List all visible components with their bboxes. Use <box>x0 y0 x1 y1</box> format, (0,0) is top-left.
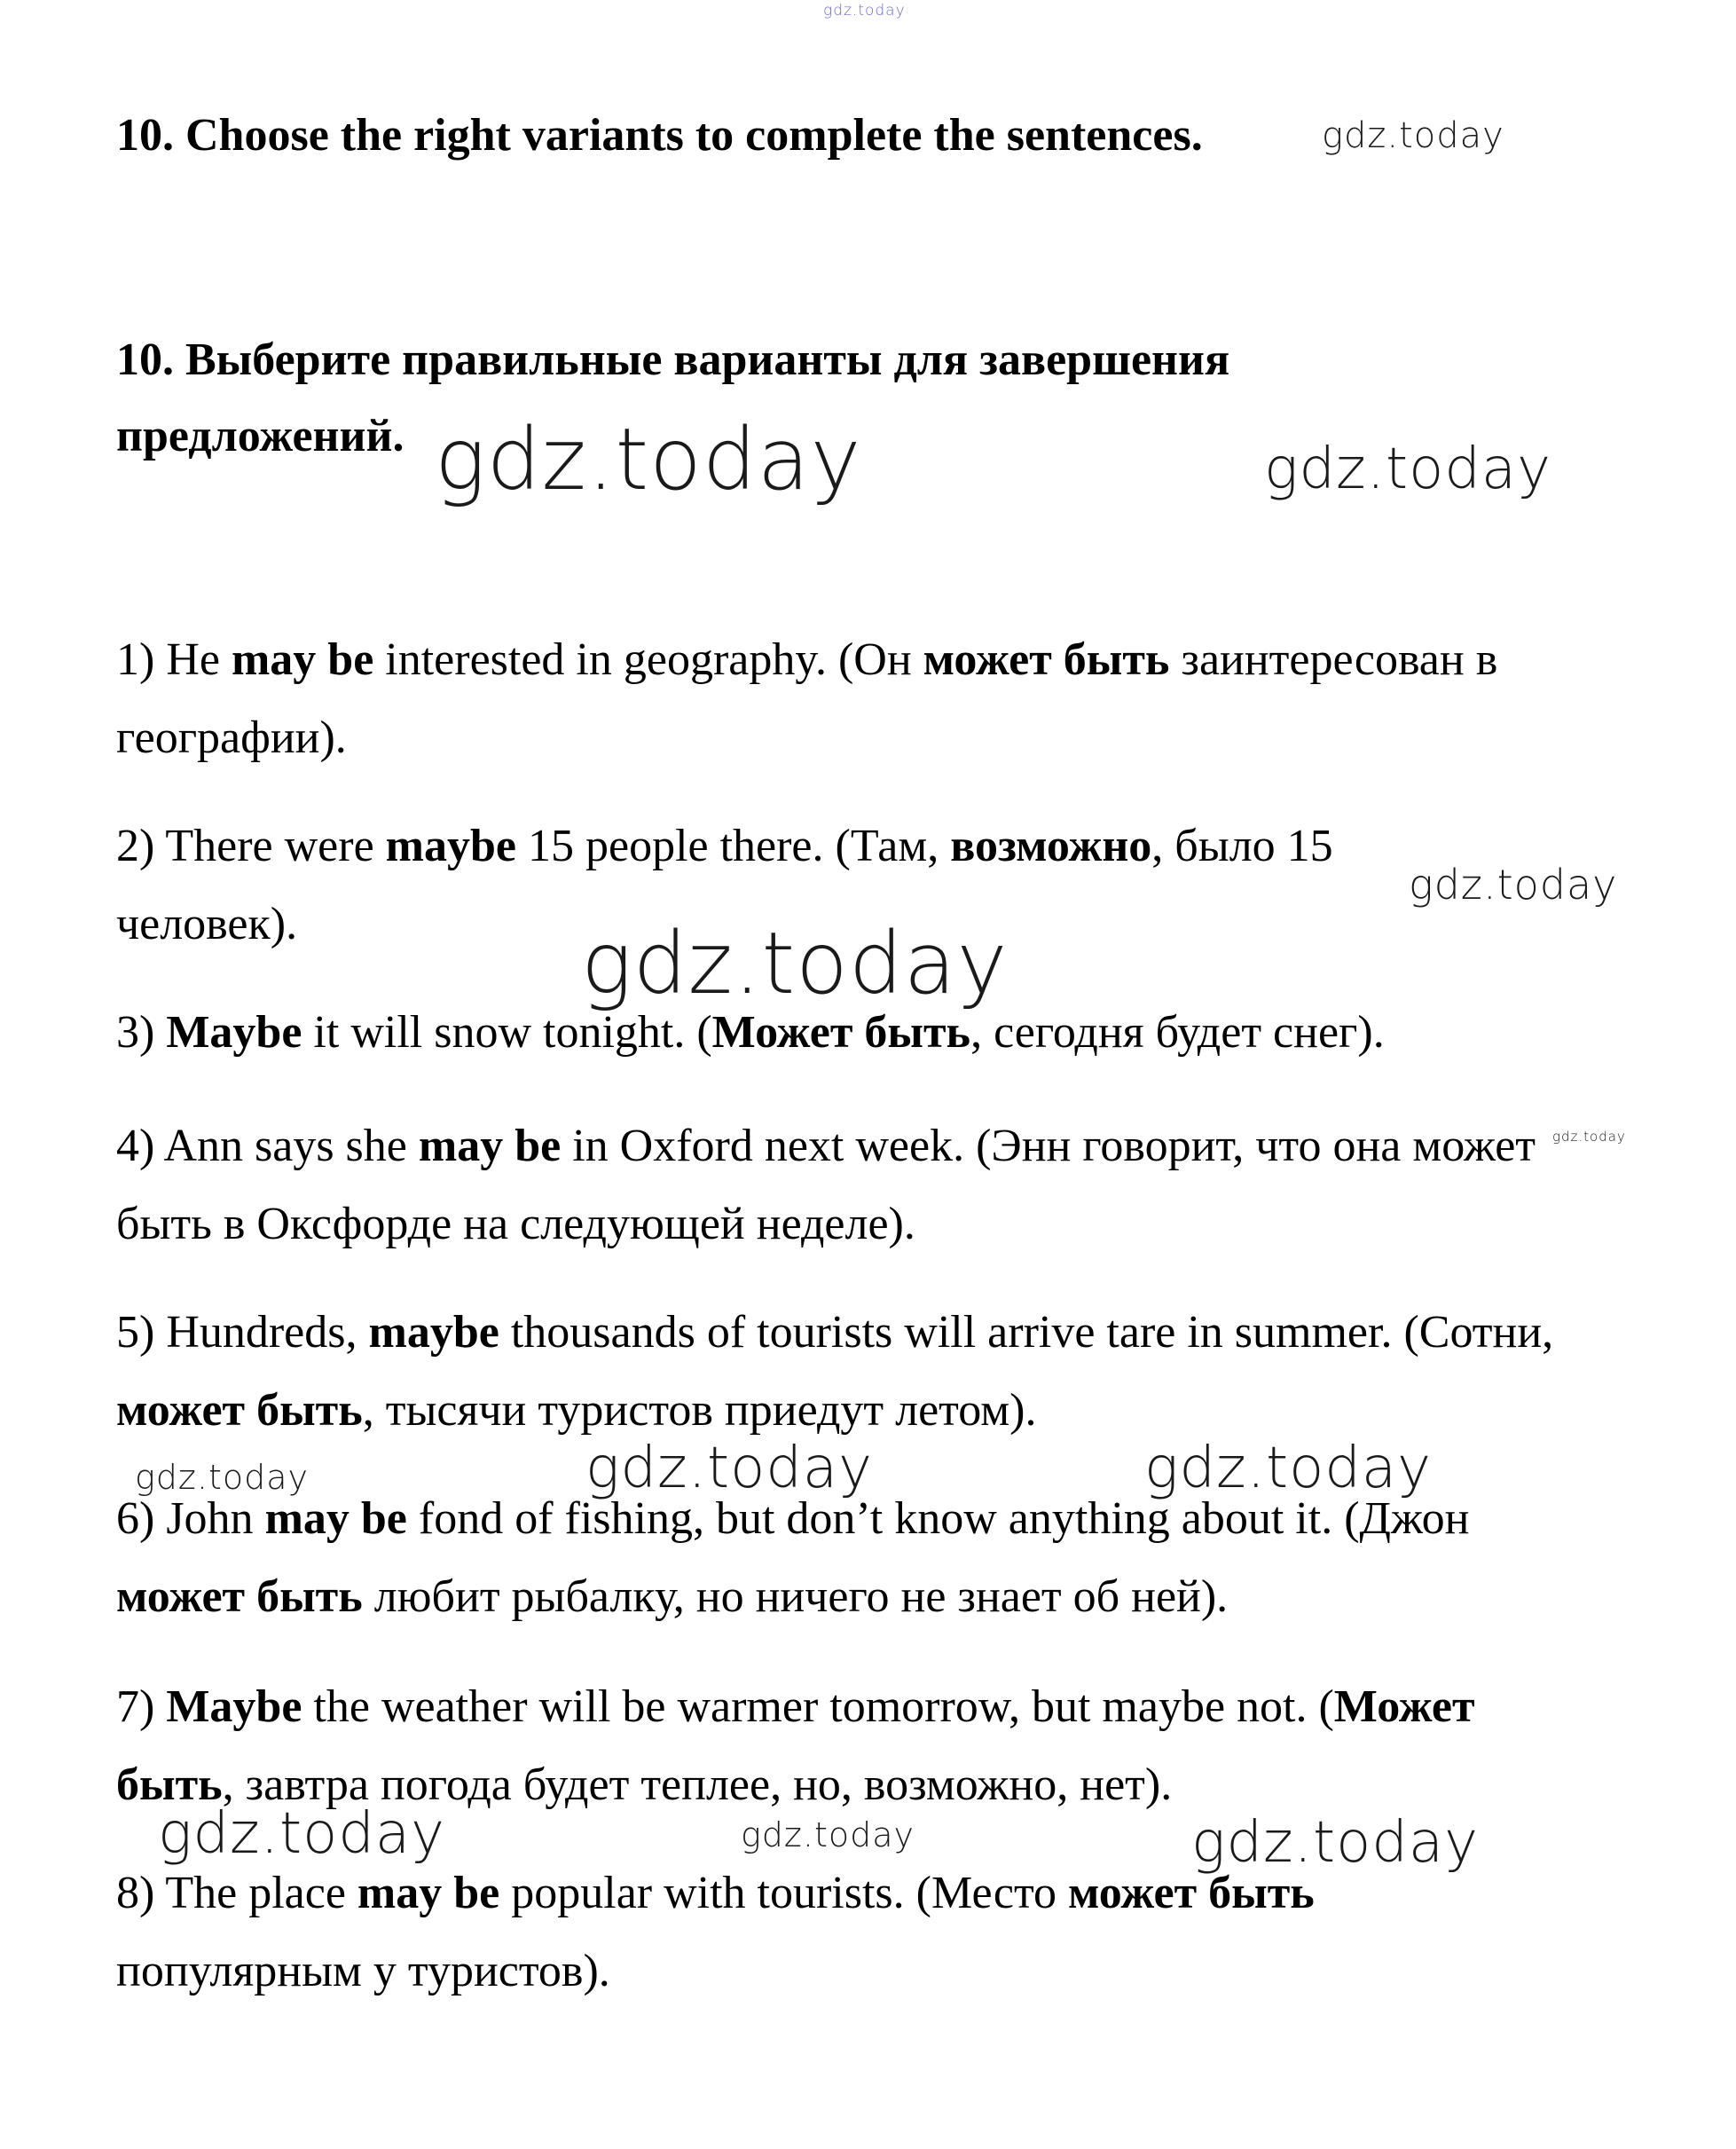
watermark: gdz.today <box>1409 861 1618 909</box>
sentence-text: , завтра погода будет теплее, но, возможно, нет). <box>222 1759 1173 1810</box>
sentence-item <box>116 1107 1580 1263</box>
sentence-item <box>116 1480 1553 1636</box>
bold-phrase: может быть <box>116 1385 363 1436</box>
watermark: gdz.today <box>1322 115 1504 156</box>
sentence-item <box>116 1294 1562 1450</box>
sentence-text: fond of fishing, but don’t know anything about it. (Джон <box>406 1493 1470 1544</box>
sentence-text: it will snow tonight. ( <box>302 1007 712 1058</box>
sentence-text: popular with tourists. (Место <box>499 1868 1069 1918</box>
watermark: gdz.today <box>1144 1436 1432 1501</box>
watermark: gdz.today <box>823 2 906 20</box>
bold-phrase: Maybe <box>166 1681 302 1732</box>
sentence-text: 4) Ann says she <box>116 1121 419 1171</box>
sentence-text: 8) The place <box>116 1868 357 1918</box>
bold-phrase: Может быть <box>711 1007 971 1058</box>
sentence-text: 1) He <box>116 634 232 685</box>
watermark: gdz.today <box>581 914 1009 1013</box>
sentence-text: заинтересован в географии). <box>116 634 1498 763</box>
bold-phrase: Maybe <box>166 1007 302 1058</box>
sentence-text: 15 people there. (Там, <box>515 821 951 871</box>
bold-phrase: maybe <box>368 1307 499 1358</box>
bold-phrase: возможно <box>950 821 1152 871</box>
sentence-item <box>116 621 1642 777</box>
sentence-item <box>116 1668 1571 1824</box>
bold-phrase: may be <box>418 1121 562 1171</box>
sentence-text: любит рыбалку, но ничего не знает об ней). <box>362 1571 1229 1622</box>
watermark: gdz.today <box>585 1436 873 1501</box>
watermark: gdz.today <box>158 1801 445 1867</box>
heading-russian: 10. Выберите правильные варианты для завершения предложений. <box>116 335 1230 461</box>
watermark: gdz.today <box>135 1458 309 1497</box>
sentence-item <box>116 1854 1358 2011</box>
sentence-text: the weather will be warmer tomorrow, but maybe not. ( <box>302 1681 1334 1732</box>
bold-phrase: may be <box>357 1868 500 1918</box>
sentence-text: 2) There were <box>116 821 386 871</box>
sentence-text: thousands of tourists will arrive tare in summer. (Сотни, <box>499 1307 1554 1358</box>
sentence-item <box>116 994 1677 1072</box>
watermark: gdz.today <box>1552 1129 1626 1145</box>
bold-phrase: может быть <box>116 1571 363 1622</box>
sentence-text: 5) Hundreds, <box>116 1307 369 1358</box>
watermark: gdz.today <box>1264 437 1551 502</box>
watermark: gdz.today <box>741 1815 915 1854</box>
sentence-text: in Oxford next week. (Энн говорит, что она может быть в Оксфорде на следующей неделе). <box>116 1121 1536 1249</box>
sentence-text: , было 15 человек). <box>116 821 1333 949</box>
heading-english: 10. Choose the right variants to complete the sentences. <box>116 110 1203 161</box>
watermark: gdz.today <box>1191 1810 1479 1876</box>
sentence-text: interested in geography. (Он <box>373 634 923 685</box>
sentence-text: 3) <box>116 1007 167 1058</box>
sentence-text: , сегодня будет снег). <box>970 1007 1385 1058</box>
sentence-text: , тысячи туристов приедут летом). <box>362 1385 1037 1436</box>
bold-phrase: Может быть <box>116 1681 1475 1810</box>
sentence-text: 6) John <box>116 1493 265 1544</box>
bold-phrase: может быть <box>1068 1868 1315 1918</box>
bold-phrase: may be <box>231 634 374 685</box>
bold-phrase: may be <box>264 1493 407 1544</box>
bold-phrase: maybe <box>385 821 516 871</box>
sentence-text: популярным у туристов). <box>116 1946 610 1996</box>
sentence-text: 7) <box>116 1681 167 1732</box>
sentence-item <box>116 807 1500 964</box>
bold-phrase: может быть <box>923 634 1170 685</box>
watermark: gdz.today <box>435 410 862 509</box>
